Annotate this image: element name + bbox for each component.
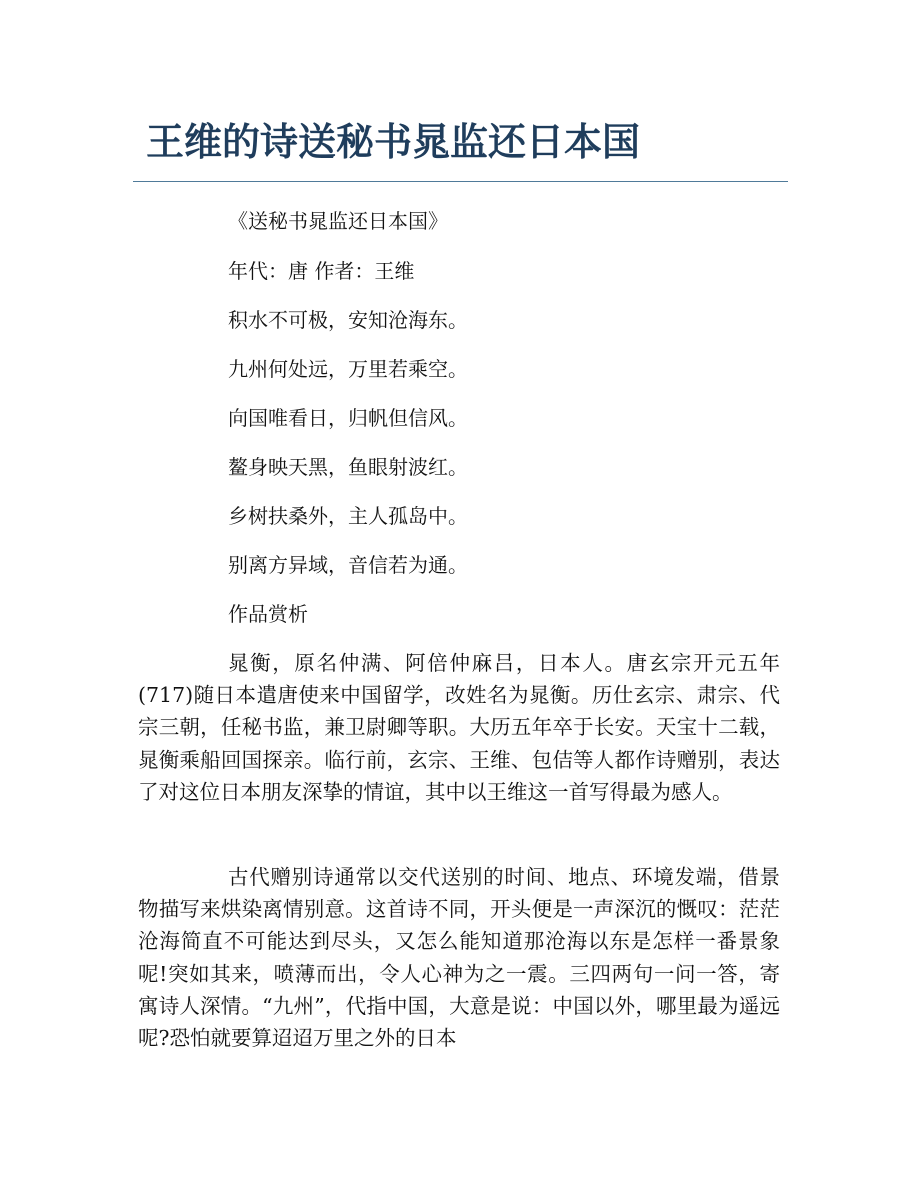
poem-line-3: 向国唯看日，归帆但信风。 [228,406,468,430]
poem-line-2: 九州何处远，万里若乘空。 [228,357,468,381]
poem-line-5: 乡树扶桑外，主人孤岛中。 [228,504,468,528]
poem-line-1: 积水不可极，安知沧海东。 [228,308,468,332]
appreciation-paragraph-1: 晁衡，原名仲满、阿倍仲麻吕，日本人。唐玄宗开元五年(717)随日本遣唐使来中国留学，改姓名为晁衡。历仕玄宗、肃宗、代宗三朝，任秘书监，兼卫尉卿等职。大历五年卒于长安。天宝十二载，晁衡乘船回国探亲。临行前，玄宗、王维、包佶等人都作诗赠别，表达了对这位日本朋友深挚的情谊，其中以王维这一首写得最为感人。 [138,651,780,804]
document-title: 王维的诗送秘书晁监还日本国 [146,120,641,164]
poem-line-6: 别离方异域，音信若为通。 [228,553,468,577]
poem-line-4: 鳌身映天黑，鱼眼射波红。 [228,455,468,479]
era-author-line: 年代：唐 作者：王维 [228,259,415,283]
appreciation-heading: 作品赏析 [228,602,308,626]
title-divider [133,181,788,182]
poem-title-line: 《送秘书晁监还日本国》 [228,209,448,233]
appreciation-paragraph-2: 古代赠别诗通常以交代送别的时间、地点、环境发端，借景物描写来烘染离情别意。这首诗不同，开头便是一声深沉的慨叹：茫茫沧海简直不可能达到尽头，又怎么能知道那沧海以东是怎样一番景象呢!突如其来，喷薄而出，令人心神为之一震。三四两句一问一答，寄寓诗人深情。“九州”，代指中国，大意是说：中国以外，哪里最为遥远呢?恐怕就要算迢迢万里之外的日本 [138,865,780,1051]
